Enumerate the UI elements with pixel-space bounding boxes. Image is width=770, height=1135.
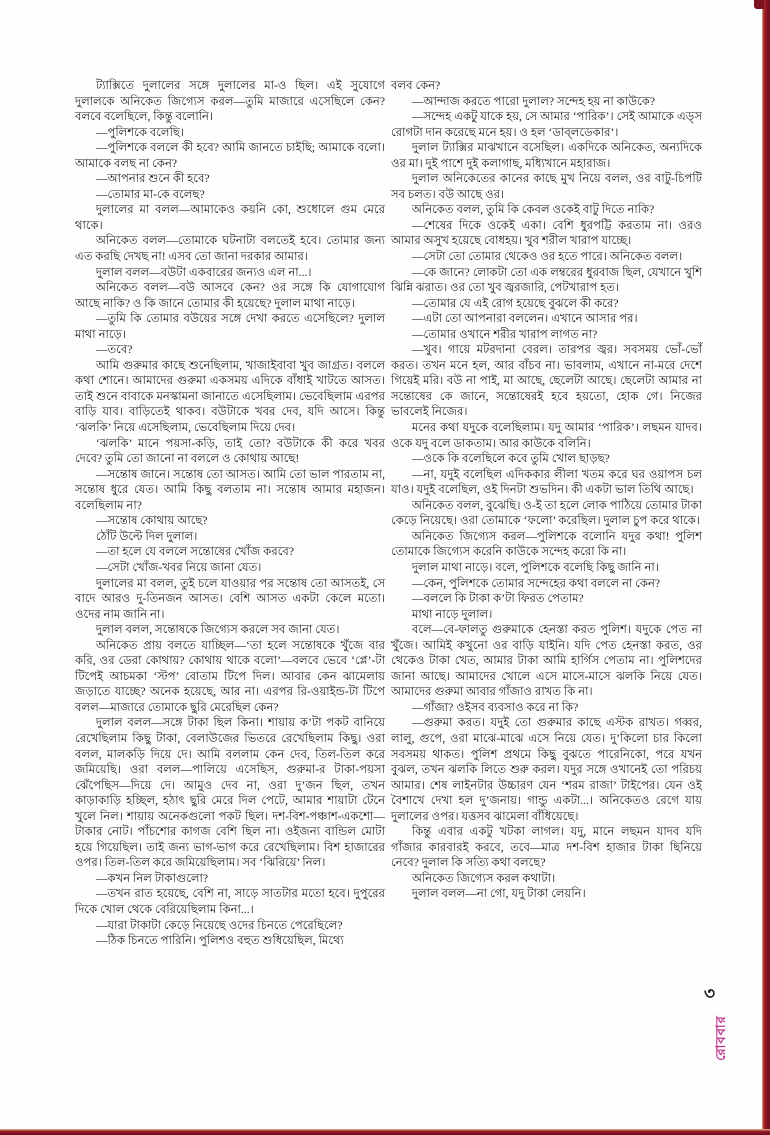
paragraph: —শেষের দিকে ওকেই একা। বেশি ধুরপট্টি করতাম না। ওরও আমার অসুখ হয়েছে বোধহয়। খুব শরীল খারাপ যাচ্ছে। — [391, 218, 702, 248]
paragraph: —তুমি কি তোমার বউয়ের সঙ্গে দেখা করতে এসেছিলে? দুলাল মাথা নাড়ে। — [75, 312, 385, 341]
magazine-title-text: রোববার — [713, 1015, 728, 1061]
paragraph: অনিকেত বলল—বউ আসবে কেন? ওর সঙ্গে কি যোগাযোগ আছে নাকি? ও কি জানে তোমার কী হয়েছে? দুলাল মাথা নাড়ে। — [75, 281, 385, 310]
paragraph: বলব কেন? — [391, 79, 441, 92]
paragraph: অনিকেত বলল, তুমি কি কেবল ওকেই বাটু দিতে নাকি? — [411, 203, 655, 217]
paragraph: দুলালের মা বলল, তুই চলে যাওয়ার পর সন্তোষ তো আসতই, সে বাদে আরও দু-তিনজন আসত। বেশি আসত একটা কেলে মতো। ওদের নাম জানি না। — [75, 576, 385, 621]
page-number: ৩ — [704, 984, 716, 1003]
paragraph: —কেন, পুলিশকে তোমার সন্দেহের কথা বললে না কেন? — [411, 576, 661, 590]
paragraph: দুলাল অনিকেতের কানের কাছে মুখ নিয়ে বলল, ওর বাটু-চিপটি সব চলত। বউ আছে ওর। — [391, 172, 702, 201]
text-column-right — [391, 78, 702, 902]
paragraph: অনিকেত বলল, বুঝেছি। ও-ই তা হলে লোক পাঠিয়ে তোমার টাকা কেড়ে নিয়েছে। ওরা তোমাকে ‘ফলো’ করেছিল। দুলাল চুপ করে থাকে। — [391, 498, 702, 528]
paragraph: —তবে? — [95, 343, 133, 357]
paragraph: দুলাল ট্যাক্সির মাঝখানে বসেছিল। একদিকে অনিকেত, অন্যদিকে ওর মা। দুই পাশে দুই কলাগাছ, মধ্যিখানে মহারাজ। — [391, 141, 702, 170]
paragraph: —সেটা তো তোমার থেকেও ওর হতে পারে। অনিকেত বলল। — [411, 250, 683, 264]
paragraph: —তা হলে যে বললে সন্তোষের খোঁজ করবে? — [95, 545, 294, 559]
paragraph: —আন্দাজ করতে পারো দুলাল? সন্দেহ হয় না কাউকে? — [411, 94, 656, 108]
paragraph: —খুব। গায়ে মটরদানা বেরল। তারপর জ্বর। সবসময় ভোঁ-ভোঁ করত। তখন মনে হল, আর বাঁচব না। ভাবলাম, এখানে না-মরে দেশে গিয়েই মরি। বউ না পাই, মা আছে, ছেলেটা আছে। ছেলেটা আমার না সন্তোষের কে জানে, সন্তোষেরই হবে হয়তো, হোক গে। নিজের ভাবলেই নিজের। — [391, 343, 702, 419]
paragraph: ট্যাক্সিতে দুলালের সঙ্গে দুলালের মা-ও ছিল। এই সুযোগে দুলালকে অনিকেত জিগ্যেস করল—তুমি মাজারে এসেছিলে কেন? বলবে বলেছিলে, কিন্তু বলোনি। — [75, 79, 385, 124]
paragraph: দুলাল বলল, সন্তোষকে জিগ্যেস করলে সব জানা যেত। — [95, 623, 340, 637]
paragraph: —গুরুমা করত। যদুই তো গুরুমার কাছে এস্টক রাখত। গব্বর, লালু, গুপে, ওরা মাঝে-মাঝে এসে নিয়ে যেত। দু’কিলো চার কিলো সবসময় থাকত। পুলিশ প্রথমে কিছু বুঝতে পারেনিকো, পরে যখন বুঝল, তখন ঝলকি লিতে শুরু করল। যদুর সঙ্গে ওখানেই তো পরিচয় আমার। শেষ লাইনটার উচ্চারণ যেন ‘শরম রাজা’ টাইপের। যেন ওই বৈশাখে দেখা হল দু’জনায়। গান্ডু একটা...। অনিকেতও রেগে যায় দুলালের ওপর। যত্তসব ঝামেলা বাঁধিয়েছে। — [391, 716, 702, 823]
paragraph: মাথা নাড়ে দুলাল। — [411, 607, 493, 621]
paragraph: কিন্তু এবার একটু খটকা লাগল। যদু, মানে লছমন যাদব যদি গাঁজার কারবারই করবে, তবে—মাত্র দশ-বিশ হাজার টাকা ছিনিয়ে নেবে? দুলাল কি সত্যি কথা বলছে? — [391, 825, 702, 870]
scanned-page-edge-right — [762, 0, 770, 1135]
scanned-page-edge-bottom — [0, 1129, 770, 1135]
paragraph: মনের কথা যদুকে বলেছিলাম। যদু আমার ‘পারিক’। লছমন যাদব। ওকে যদু বলে ডাকতাম। আর কাউকে বলিনি। — [391, 421, 702, 450]
paragraph: —যারা টাকাটা কেড়ে নিয়েছে ওদের চিনতে পেরেছিলে? — [95, 918, 343, 932]
paragraph: —সন্দেহ একটু যাকে হয়, সে আমার ‘পারিক’। সেই আমাকে এড্‌স রোগটা দান করেছে মনে হয়। ও হল ‘ডাব্‌লডেকার’। — [391, 110, 702, 139]
paragraph: —কে জানে? লোকটা তো এক লম্বরের ধুরবাজ ছিল, যেখানে খুশি ঝিন্নি ঝরাত। ওর তো খুব জ্বরজারি, পেটখারাপ হত। — [391, 265, 702, 295]
scanned-page-corner-notch — [754, 0, 764, 9]
paragraph: দুলাল বলল—না গো, যদু টাকা লেয়নি। — [411, 887, 586, 901]
paragraph: অনিকেত প্রায় বলতে যাচ্ছিল—‘তা হলে সন্তোষকে খুঁজে বার করি, ওর ডেরা কোথায়? কোথায় থাকে বলো’—বলবে ভেবে ‘প্লে’-টা টিপেই আচমকা ‘স্টপ’ বোতাম টিপে দিল। আবার কেন ঝামেলায় জড়াতে যাচ্ছে? অনেক হয়েছে, আর না। এরপর রি-ওয়াইন্ড-টা টিপে বলল—মাজারে তোমাকে ছুরি মেরেছিল কেন? — [75, 638, 385, 714]
paragraph: বলে—বে-ফালতু গুরুমাকে হেনস্তা করত পুলিশ। যদুকে পেত না খুঁজে। আমিই কখুনো ওর বাড়ি যাইনি। যদি পেত হেনস্তা করত, ওর থেকেও টাকা খেত, আমার টাকা আমি হার্গিস পেতাম না। পুলিশদের জানা আছে। আমাদের খোলে এসে মাসে-মাসে ঝলকি নিয়ে যেত। আমাদের গুরুমা আবার গাঁজাও রাখত কি না। — [391, 623, 702, 699]
paragraph: —পুলিশকে বলেছি। — [95, 125, 185, 139]
paragraph: —তোমার ওখানে শরীর খারাপ লাগত না? — [411, 327, 598, 341]
paragraph: —তোমার মা-কে বলেছ? — [95, 187, 205, 201]
paragraph: —ঠিক চিনতে পারিনি। পুলিশও বহুত শুধিয়েছিল, মিথ্যে — [95, 934, 344, 948]
paragraph: আমি গুরুমার কাছে শুনেছিলাম, খাজাইবাবা খুব জাগ্রত। বললে কথা শোনে। আমাদের গুরুমা একসময় এদিকে বাঁধাই খাটতে আসত। তাই শুনে বাবাকে মনস্কামনা জানাতে এসেছিলাম। ভেবেছিলাম এরপর বাড়ি যাব। বাড়িতেই থাকব। বউটাকে খবর দেব, যদি আসে। কিন্তু ‘ঝলকি’ নিয়ে এসেছিলাম, ভেবেছিলাম দিয়ে দেব। — [75, 358, 385, 435]
paragraph: —সন্তোষ কোথায় আছে? — [95, 514, 208, 528]
paragraph: দুলাল বলল—বউটা একবারের জন্যও এল না...। — [95, 265, 312, 279]
paragraph: ঠোঁট উল্টে দিল দুলাল। — [95, 529, 198, 543]
paragraph: —না, যদুই বলেছিল এদিককার লীলা খতম করে ঘর ওয়াপস চল যাও। যদুই বলেছিল, ওই দিনটা শুভদিন। কী একটা ভাল তিথি আছে। — [391, 467, 702, 497]
paragraph: —তখন রাত হয়েছে, বেশি না, সাড়ে সাতটার মতো হবে। দুপুরের দিকে খোল থেকে বেরিয়েছিলাম কিনা...। — [75, 887, 385, 916]
paragraph: দুলাল বলল—সঙ্গে টাকা ছিল কিনা। শায়ায় ক’টা পকট বানিয়ে রেখেছিলাম কিছু টাকা, বেলাউজের ভিতরে রেখেছিলাম কিছু। ওরা বলল, মালকড়ি দিয়ে দে। আমি বললাম কেন দেব, তিল-তিল করে জমিয়েছি। ওরা বলল—পালিয়ে এসেছিস, গুরুমা-র টাকা-পয়সা ঝেঁপেছিস—দিয়ে দে। আমুও দেব না, ওরা দু’জন ছিল, তখন কাড়াকাড়ি হচ্ছিল, হঠাৎ ছুরি মেরে দিল পেটে, আমার শায়াটা টেনে খুলে নিল। শায়ায় অনেকগুলো পকট ছিল। দশ-বিশ-পঞ্চাশ-একশো—টাকার নোট। পাঁচশোর কাগজ বেশি ছিল না। ওইজন্য বান্ডিল মোটা হয়ে গিয়েছিল। তাই জন্য ভাগ-ভাগ করে রেখেছিলাম। বিশ হাজারের ওপর। তিল-তিল করে জমিয়েছিলাম। সব ‘ঝিরিয়ে’ নিল। — [75, 716, 385, 870]
paragraph: —সন্তোষ জানে। সন্তোষ তো আসত। আমি তো ভাল পারতাম না, সন্তোষ ধুরে যেত। আমি কিছু বলতাম না। সন্তোষ আমার মহাজন। বলেছিলাম না? — [75, 467, 385, 512]
paragraph: —এটা তো আপনারা বললেন। এখানে আসার পর। — [411, 312, 638, 326]
paragraph: দুলালের মা বলল—আমাকেও কয়নি কো, শুধোলে গুম মেরে থাকে। — [75, 203, 385, 232]
paragraph: অনিকেত জিগ্যেস করল কথাটা। — [411, 871, 556, 885]
paragraph: —তোমার যে এই রোগ হয়েছে বুঝলে কী করে? — [411, 296, 619, 310]
paragraph: —পুলিশকে বললে কী হবে? আমি জানতে চাইছি; আমাকে বলো। আমাকে বলছ না কেন? — [75, 141, 385, 170]
paragraph: দুলাল মাথা নাড়ে। বলে, পুলিশকে বলেছি কিছু জানি না। — [411, 560, 659, 574]
paragraph: অনিকেত জিগ্যেস করল—পুলিশকে বলোনি যদুর কথা! পুলিশ তোমাকে জিগ্যেস করেনি কাউকে সন্দেহ করো কি না। — [391, 529, 702, 559]
paragraph: —সেটা খোঁজ-খবর নিয়ে জানা যেত। — [95, 560, 262, 574]
paragraph: —ওকে কি বলেছিলে কবে তুমি খোল ছাড়ছ? — [411, 452, 610, 466]
text-column-left — [75, 78, 385, 949]
paragraph: —আপনার শুনে কী হবে? — [95, 172, 210, 186]
paragraph: অনিকেত বলল—তোমাকে ঘটনাটা বলতেই হবে। তোমার জন্য এত করছি দেখছ না! এসব তো জানা দরকার আমার। — [75, 234, 385, 264]
paragraph: ‘ঝলকি’ মানে পয়সা-কড়ি, তাই তো? বউটাকে কী করে খবর দেবে? তুমি তো জানো না বললে ও কোথায় আছে! — [75, 436, 385, 466]
paragraph: —কখন নিল টাকাগুলো? — [95, 871, 209, 885]
paragraph: —বললে কি টাকা ক’টা ফিরত পেতাম? — [411, 592, 584, 606]
paragraph: —গাঁজা? ওইসব ব্যবসাও করে না কি? — [411, 700, 579, 714]
